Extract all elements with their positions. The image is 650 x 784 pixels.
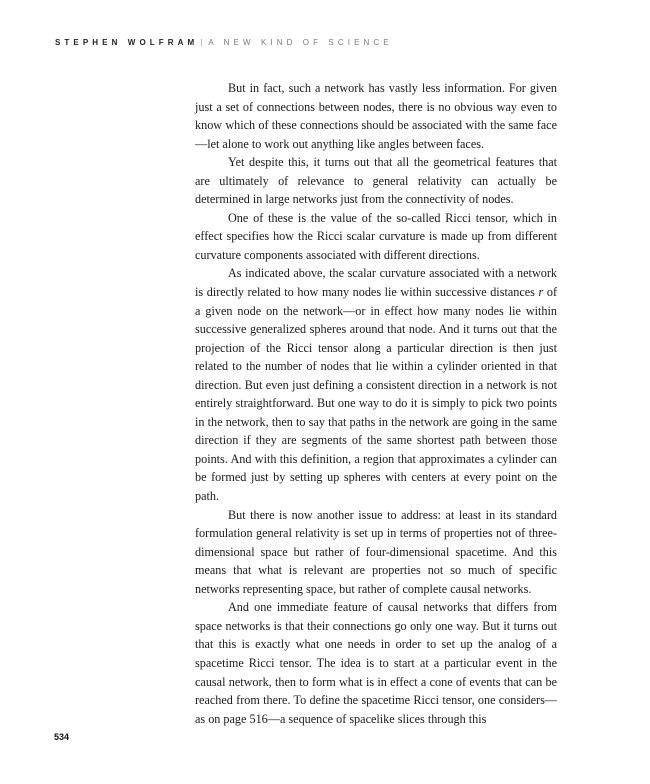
paragraph: And one immediate feature of causal networks that differs from space networks is that their connections go only one way. But it turns out that this is exactly what one needs in order to set up the analog of a spacetime Ricci tensor. The idea is to start at a particular event in the causal network, then to form what is in effect a cone of events that can be reached from there. To define the spacetime Ricci tensor, one considers—as on page 516—a sequence of spacelike slices through this [195,600,557,726]
paragraph: But in fact, such a network has vastly less information. For given just a set of connections between nodes, there is no obvious way even to know which of these connections should be associated with the same face—let alone to work out anything like angles between faces. [195,81,557,151]
body-text [195,79,557,728]
paragraph: But there is now another issue to address: at least in its standard formulation general relativity is set up in terms of properties not of three-dimensional space but rather of four-dimensional spacetime. And this means that what is relevant are properties not so much of specific networks representing space, but rather of complete causal networks. [195,507,557,596]
header-separator: | [200,38,203,47]
header-book-title: A NEW KIND OF SCIENCE [208,38,393,47]
page-number: 534 [54,732,70,742]
paragraph: One of these is the value of the so-called Ricci tensor, which in effect specifies how the Ricci scalar curvature is made up from different curvature components associated with different directions. [195,210,557,262]
paragraph: Yet despite this, it turns out that all the geometrical features that are ultimately of relevance to general relativity can actually be determined in large networks just from the connectivity of nodes. [195,155,557,207]
paragraph: As indicated above, the scalar curvature associated with a network is directly related to how many nodes lie within successive distances r of a given node on the network—or in effect how many nodes lie within successive generalized spheres around that node. And it turns out that the projection of the Ricci tensor along a particular direction is then just related to the number of nodes that lie within a cylinder oriented in that direction. But even just defining a consistent direction in a network is not entirely straightforward. But one way to do it is simply to pick two points in the network, then to say that paths in the network are going in the same direction if they are segments of the same shortest path between those points. And with this definition, a region that approximates a cylinder can be formed just by setting up spheres with centers at every point on the path. [195,266,557,504]
variable-r: r [538,285,544,300]
header-author: STEPHEN WOLFRAM [55,38,199,47]
running-header [55,37,393,49]
